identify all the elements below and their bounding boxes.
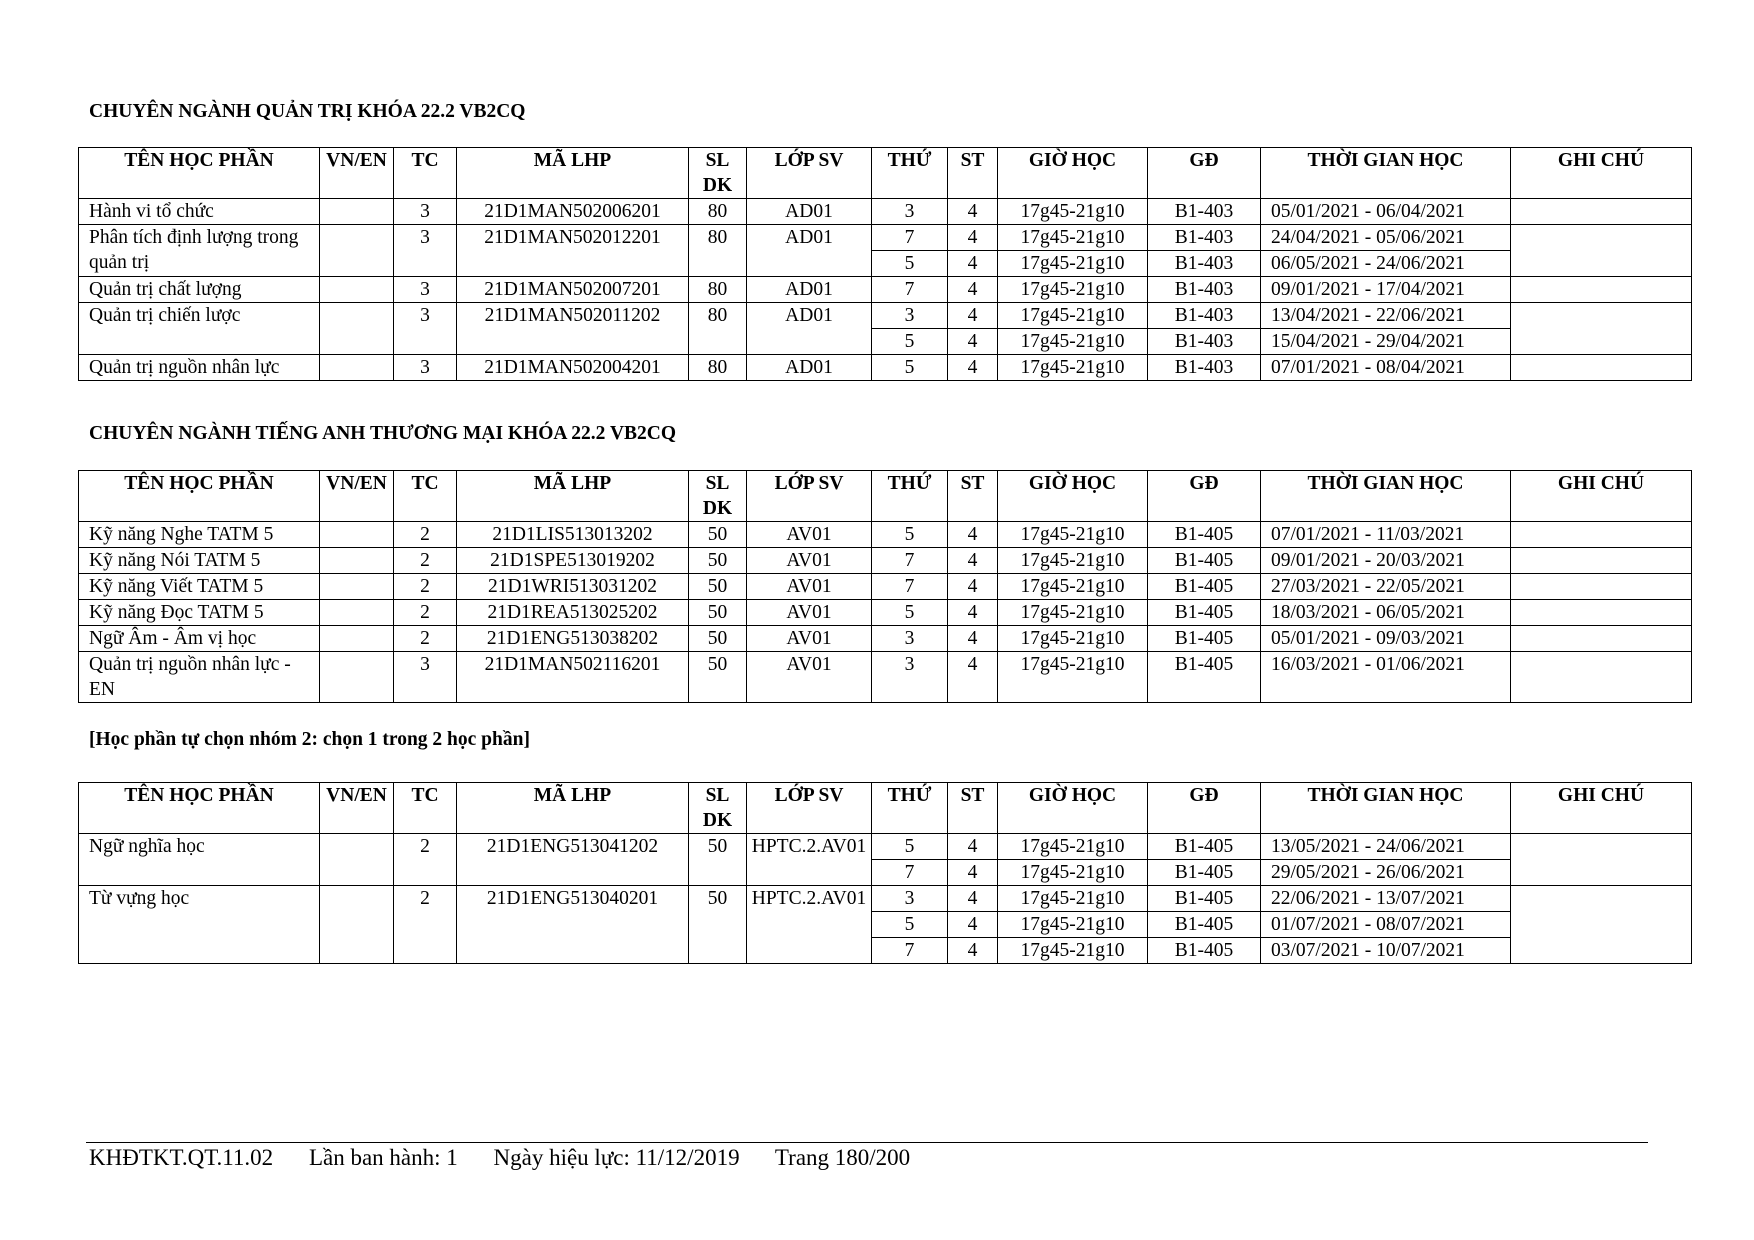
col-header: GIỜ HỌC — [998, 471, 1148, 522]
lang-cell — [320, 600, 394, 626]
note-cell — [1511, 600, 1692, 626]
capacity-cell: 50 — [689, 522, 747, 548]
lang-cell — [320, 886, 394, 964]
hours-cell: 17g45-21g10 — [998, 860, 1148, 886]
hours-cell: 17g45-21g10 — [998, 199, 1148, 225]
table-row — [79, 834, 1692, 860]
capacity-cell: 50 — [689, 600, 747, 626]
col-header: LỚP SV — [747, 471, 872, 522]
credit-cell: 3 — [394, 277, 457, 303]
weekday-cell: 5 — [872, 600, 948, 626]
schedule-table-tu-chon — [78, 782, 1692, 964]
course-name: Quản trị nguồn nhân lực — [79, 355, 320, 381]
table-row — [79, 548, 1692, 574]
col-header: VN/EN — [320, 471, 394, 522]
col-header: GHI CHÚ — [1511, 783, 1692, 834]
credit-cell: 3 — [394, 355, 457, 381]
hours-cell: 17g45-21g10 — [998, 574, 1148, 600]
lang-cell — [320, 574, 394, 600]
room-cell: B1-403 — [1148, 277, 1261, 303]
periods-cell: 4 — [948, 251, 998, 277]
note-cell — [1511, 303, 1692, 355]
lang-cell — [320, 548, 394, 574]
weekday-cell: 5 — [872, 329, 948, 355]
periods-cell: 4 — [948, 225, 998, 251]
table-row — [79, 277, 1692, 303]
room-cell: B1-403 — [1148, 199, 1261, 225]
hours-cell: 17g45-21g10 — [998, 886, 1148, 912]
course-name: Quản trị chiến lược — [79, 303, 320, 355]
class-code-cell: 21D1MAN502012201 — [457, 225, 689, 277]
col-header: THỨ — [872, 148, 948, 199]
period-cell: 03/07/2021 - 10/07/2021 — [1261, 938, 1511, 964]
col-header: TC — [394, 148, 457, 199]
student-class-cell: HPTC.2.AV01 — [747, 834, 872, 886]
col-header: TÊN HỌC PHẦN — [79, 148, 320, 199]
course-name: Phân tích định lượng trong quản trị — [79, 225, 320, 277]
student-class-cell: AD01 — [747, 277, 872, 303]
periods-cell: 4 — [948, 199, 998, 225]
periods-cell: 4 — [948, 277, 998, 303]
periods-cell: 4 — [948, 912, 998, 938]
lang-cell — [320, 626, 394, 652]
col-header: THỜI GIAN HỌC — [1261, 471, 1511, 522]
periods-cell: 4 — [948, 303, 998, 329]
weekday-cell: 5 — [872, 251, 948, 277]
note-cell — [1511, 652, 1692, 703]
capacity-cell: 80 — [689, 303, 747, 355]
room-cell: B1-405 — [1148, 860, 1261, 886]
capacity-cell: 80 — [689, 355, 747, 381]
note-cell — [1511, 199, 1692, 225]
student-class-cell: AV01 — [747, 522, 872, 548]
page-footer — [89, 1143, 940, 1173]
lang-cell — [320, 277, 394, 303]
table-row — [79, 886, 1692, 912]
hours-cell: 17g45-21g10 — [998, 626, 1148, 652]
weekday-cell: 7 — [872, 860, 948, 886]
hours-cell: 17g45-21g10 — [998, 225, 1148, 251]
col-header: THỨ — [872, 783, 948, 834]
course-name: Quản trị chất lượng — [79, 277, 320, 303]
hours-cell: 17g45-21g10 — [998, 652, 1148, 703]
col-header: MÃ LHP — [457, 148, 689, 199]
weekday-cell: 5 — [872, 912, 948, 938]
periods-cell: 4 — [948, 938, 998, 964]
periods-cell: 4 — [948, 626, 998, 652]
weekday-cell: 7 — [872, 548, 948, 574]
capacity-cell: 50 — [689, 886, 747, 964]
credit-cell: 2 — [394, 834, 457, 886]
document-code: KHĐTKT.QT.11.02 — [89, 1145, 274, 1170]
room-cell: B1-405 — [1148, 548, 1261, 574]
table-header — [79, 148, 1692, 199]
col-header: GHI CHÚ — [1511, 148, 1692, 199]
col-header: THỨ — [872, 471, 948, 522]
period-cell: 24/04/2021 - 05/06/2021 — [1261, 225, 1511, 251]
edition-number: Lần ban hành: 1 — [308, 1145, 458, 1170]
period-cell: 05/01/2021 - 09/03/2021 — [1261, 626, 1511, 652]
course-name: Hành vi tổ chức — [79, 199, 320, 225]
table-row — [79, 652, 1692, 703]
class-code-cell: 21D1ENG513038202 — [457, 626, 689, 652]
period-cell: 29/05/2021 - 26/06/2021 — [1261, 860, 1511, 886]
period-cell: 07/01/2021 - 08/04/2021 — [1261, 355, 1511, 381]
room-cell: B1-405 — [1148, 600, 1261, 626]
lang-cell — [320, 199, 394, 225]
credit-cell: 2 — [394, 626, 457, 652]
table-row — [79, 522, 1692, 548]
room-cell: B1-405 — [1148, 574, 1261, 600]
table-row — [79, 574, 1692, 600]
col-header: GIỜ HỌC — [998, 148, 1148, 199]
credit-cell: 2 — [394, 522, 457, 548]
credit-cell: 2 — [394, 548, 457, 574]
class-code-cell: 21D1ENG513040201 — [457, 886, 689, 964]
period-cell: 05/01/2021 - 06/04/2021 — [1261, 199, 1511, 225]
lang-cell — [320, 355, 394, 381]
col-header: GĐ — [1148, 148, 1261, 199]
col-header: ST — [948, 471, 998, 522]
table-header — [79, 471, 1692, 522]
hours-cell: 17g45-21g10 — [998, 329, 1148, 355]
hours-cell: 17g45-21g10 — [998, 834, 1148, 860]
period-cell: 22/06/2021 - 13/07/2021 — [1261, 886, 1511, 912]
course-name: Kỹ năng Đọc TATM 5 — [79, 600, 320, 626]
note-cell — [1511, 522, 1692, 548]
period-cell: 06/05/2021 - 24/06/2021 — [1261, 251, 1511, 277]
col-header: MÃ LHP — [457, 783, 689, 834]
effective-date: Ngày hiệu lực: 11/12/2019 — [493, 1145, 740, 1170]
period-cell: 13/05/2021 - 24/06/2021 — [1261, 834, 1511, 860]
room-cell: B1-405 — [1148, 626, 1261, 652]
credit-cell: 2 — [394, 886, 457, 964]
room-cell: B1-405 — [1148, 522, 1261, 548]
col-header: THỜI GIAN HỌC — [1261, 148, 1511, 199]
period-cell: 13/04/2021 - 22/06/2021 — [1261, 303, 1511, 329]
weekday-cell: 5 — [872, 522, 948, 548]
periods-cell: 4 — [948, 600, 998, 626]
course-name: Kỹ năng Nói TATM 5 — [79, 548, 320, 574]
col-header: VN/EN — [320, 148, 394, 199]
col-header: TÊN HỌC PHẦN — [79, 471, 320, 522]
weekday-cell: 3 — [872, 199, 948, 225]
lang-cell — [320, 522, 394, 548]
note-cell — [1511, 548, 1692, 574]
weekday-cell: 3 — [872, 886, 948, 912]
note-cell — [1511, 574, 1692, 600]
hours-cell: 17g45-21g10 — [998, 938, 1148, 964]
section-title-quan-tri: CHUYÊN NGÀNH QUẢN TRỊ KHÓA 22.2 VB2CQ — [89, 101, 526, 122]
periods-cell: 4 — [948, 860, 998, 886]
hours-cell: 17g45-21g10 — [998, 303, 1148, 329]
period-cell: 18/03/2021 - 06/05/2021 — [1261, 600, 1511, 626]
student-class-cell: AV01 — [747, 626, 872, 652]
weekday-cell: 3 — [872, 303, 948, 329]
class-code-cell: 21D1MAN502007201 — [457, 277, 689, 303]
page-number: Trang 180/200 — [774, 1145, 911, 1170]
table-row — [79, 199, 1692, 225]
weekday-cell: 7 — [872, 938, 948, 964]
student-class-cell: AV01 — [747, 652, 872, 703]
class-code-cell: 21D1SPE513019202 — [457, 548, 689, 574]
note-cell — [1511, 834, 1692, 886]
hours-cell: 17g45-21g10 — [998, 251, 1148, 277]
schedule-table-tieng-anh — [78, 470, 1692, 703]
note-cell — [1511, 225, 1692, 277]
capacity-cell: 50 — [689, 626, 747, 652]
hours-cell: 17g45-21g10 — [998, 355, 1148, 381]
col-header: TÊN HỌC PHẦN — [79, 783, 320, 834]
col-header: ST — [948, 783, 998, 834]
course-name: Quản trị nguồn nhân lực - EN — [79, 652, 320, 703]
class-code-cell: 21D1LIS513013202 — [457, 522, 689, 548]
class-code-cell: 21D1MAN502116201 — [457, 652, 689, 703]
note-cell — [1511, 626, 1692, 652]
col-header: TC — [394, 783, 457, 834]
period-cell: 27/03/2021 - 22/05/2021 — [1261, 574, 1511, 600]
class-code-cell: 21D1MAN502006201 — [457, 199, 689, 225]
periods-cell: 4 — [948, 886, 998, 912]
weekday-cell: 7 — [872, 574, 948, 600]
col-header: SL DK — [689, 471, 747, 522]
room-cell: B1-405 — [1148, 886, 1261, 912]
col-header: ST — [948, 148, 998, 199]
credit-cell: 3 — [394, 652, 457, 703]
period-cell: 07/01/2021 - 11/03/2021 — [1261, 522, 1511, 548]
capacity-cell: 80 — [689, 225, 747, 277]
credit-cell: 3 — [394, 199, 457, 225]
note-cell — [1511, 886, 1692, 964]
room-cell: B1-403 — [1148, 303, 1261, 329]
room-cell: B1-405 — [1148, 938, 1261, 964]
capacity-cell: 50 — [689, 548, 747, 574]
room-cell: B1-403 — [1148, 251, 1261, 277]
period-cell: 01/07/2021 - 08/07/2021 — [1261, 912, 1511, 938]
section-title-tieng-anh: CHUYÊN NGÀNH TIẾNG ANH THƯƠNG MẠI KHÓA 22.2 VB2CQ — [89, 423, 677, 444]
periods-cell: 4 — [948, 355, 998, 381]
col-header: SL DK — [689, 783, 747, 834]
periods-cell: 4 — [948, 652, 998, 703]
student-class-cell: AD01 — [747, 199, 872, 225]
student-class-cell: HPTC.2.AV01 — [747, 886, 872, 964]
periods-cell: 4 — [948, 834, 998, 860]
credit-cell: 3 — [394, 303, 457, 355]
lang-cell — [320, 652, 394, 703]
col-header: SL DK — [689, 148, 747, 199]
room-cell: B1-403 — [1148, 355, 1261, 381]
credit-cell: 2 — [394, 574, 457, 600]
student-class-cell: AV01 — [747, 600, 872, 626]
course-name: Ngữ nghĩa học — [79, 834, 320, 886]
col-header: VN/EN — [320, 783, 394, 834]
credit-cell: 2 — [394, 600, 457, 626]
weekday-cell: 5 — [872, 355, 948, 381]
col-header: THỜI GIAN HỌC — [1261, 783, 1511, 834]
col-header: GIỜ HỌC — [998, 783, 1148, 834]
table-row — [79, 355, 1692, 381]
weekday-cell: 5 — [872, 834, 948, 860]
room-cell: B1-405 — [1148, 912, 1261, 938]
table-row — [79, 626, 1692, 652]
class-code-cell: 21D1MAN502011202 — [457, 303, 689, 355]
room-cell: B1-405 — [1148, 834, 1261, 860]
period-cell: 15/04/2021 - 29/04/2021 — [1261, 329, 1511, 355]
student-class-cell: AD01 — [747, 355, 872, 381]
student-class-cell: AD01 — [747, 225, 872, 277]
student-class-cell: AV01 — [747, 574, 872, 600]
student-class-cell: AV01 — [747, 548, 872, 574]
table-row — [79, 303, 1692, 329]
periods-cell: 4 — [948, 329, 998, 355]
hours-cell: 17g45-21g10 — [998, 522, 1148, 548]
class-code-cell: 21D1ENG513041202 — [457, 834, 689, 886]
lang-cell — [320, 225, 394, 277]
col-header: GHI CHÚ — [1511, 471, 1692, 522]
room-cell: B1-405 — [1148, 652, 1261, 703]
lang-cell — [320, 303, 394, 355]
lang-cell — [320, 834, 394, 886]
weekday-cell: 7 — [872, 277, 948, 303]
capacity-cell: 50 — [689, 574, 747, 600]
weekday-cell: 3 — [872, 652, 948, 703]
hours-cell: 17g45-21g10 — [998, 548, 1148, 574]
col-header: MÃ LHP — [457, 471, 689, 522]
col-header: LỚP SV — [747, 783, 872, 834]
capacity-cell: 80 — [689, 277, 747, 303]
hours-cell: 17g45-21g10 — [998, 277, 1148, 303]
schedule-table-quan-tri — [78, 147, 1692, 381]
student-class-cell: AD01 — [747, 303, 872, 355]
periods-cell: 4 — [948, 574, 998, 600]
capacity-cell: 50 — [689, 652, 747, 703]
class-code-cell: 21D1MAN502004201 — [457, 355, 689, 381]
room-cell: B1-403 — [1148, 225, 1261, 251]
col-header: GĐ — [1148, 783, 1261, 834]
section-title-tu-chon: [Học phần tự chọn nhóm 2: chọn 1 trong 2 học phần] — [89, 729, 530, 750]
col-header: LỚP SV — [747, 148, 872, 199]
periods-cell: 4 — [948, 548, 998, 574]
room-cell: B1-403 — [1148, 329, 1261, 355]
weekday-cell: 3 — [872, 626, 948, 652]
note-cell — [1511, 277, 1692, 303]
course-name: Kỹ năng Viết TATM 5 — [79, 574, 320, 600]
table-row — [79, 600, 1692, 626]
credit-cell: 3 — [394, 225, 457, 277]
period-cell: 16/03/2021 - 01/06/2021 — [1261, 652, 1511, 703]
weekday-cell: 7 — [872, 225, 948, 251]
table-row — [79, 225, 1692, 251]
capacity-cell: 80 — [689, 199, 747, 225]
capacity-cell: 50 — [689, 834, 747, 886]
periods-cell: 4 — [948, 522, 998, 548]
hours-cell: 17g45-21g10 — [998, 912, 1148, 938]
class-code-cell: 21D1REA513025202 — [457, 600, 689, 626]
course-name: Từ vựng học — [79, 886, 320, 964]
hours-cell: 17g45-21g10 — [998, 600, 1148, 626]
period-cell: 09/01/2021 - 17/04/2021 — [1261, 277, 1511, 303]
col-header: GĐ — [1148, 471, 1261, 522]
col-header: TC — [394, 471, 457, 522]
class-code-cell: 21D1WRI513031202 — [457, 574, 689, 600]
note-cell — [1511, 355, 1692, 381]
table-header — [79, 783, 1692, 834]
period-cell: 09/01/2021 - 20/03/2021 — [1261, 548, 1511, 574]
course-name: Kỹ năng Nghe TATM 5 — [79, 522, 320, 548]
course-name: Ngữ Âm - Âm vị học — [79, 626, 320, 652]
